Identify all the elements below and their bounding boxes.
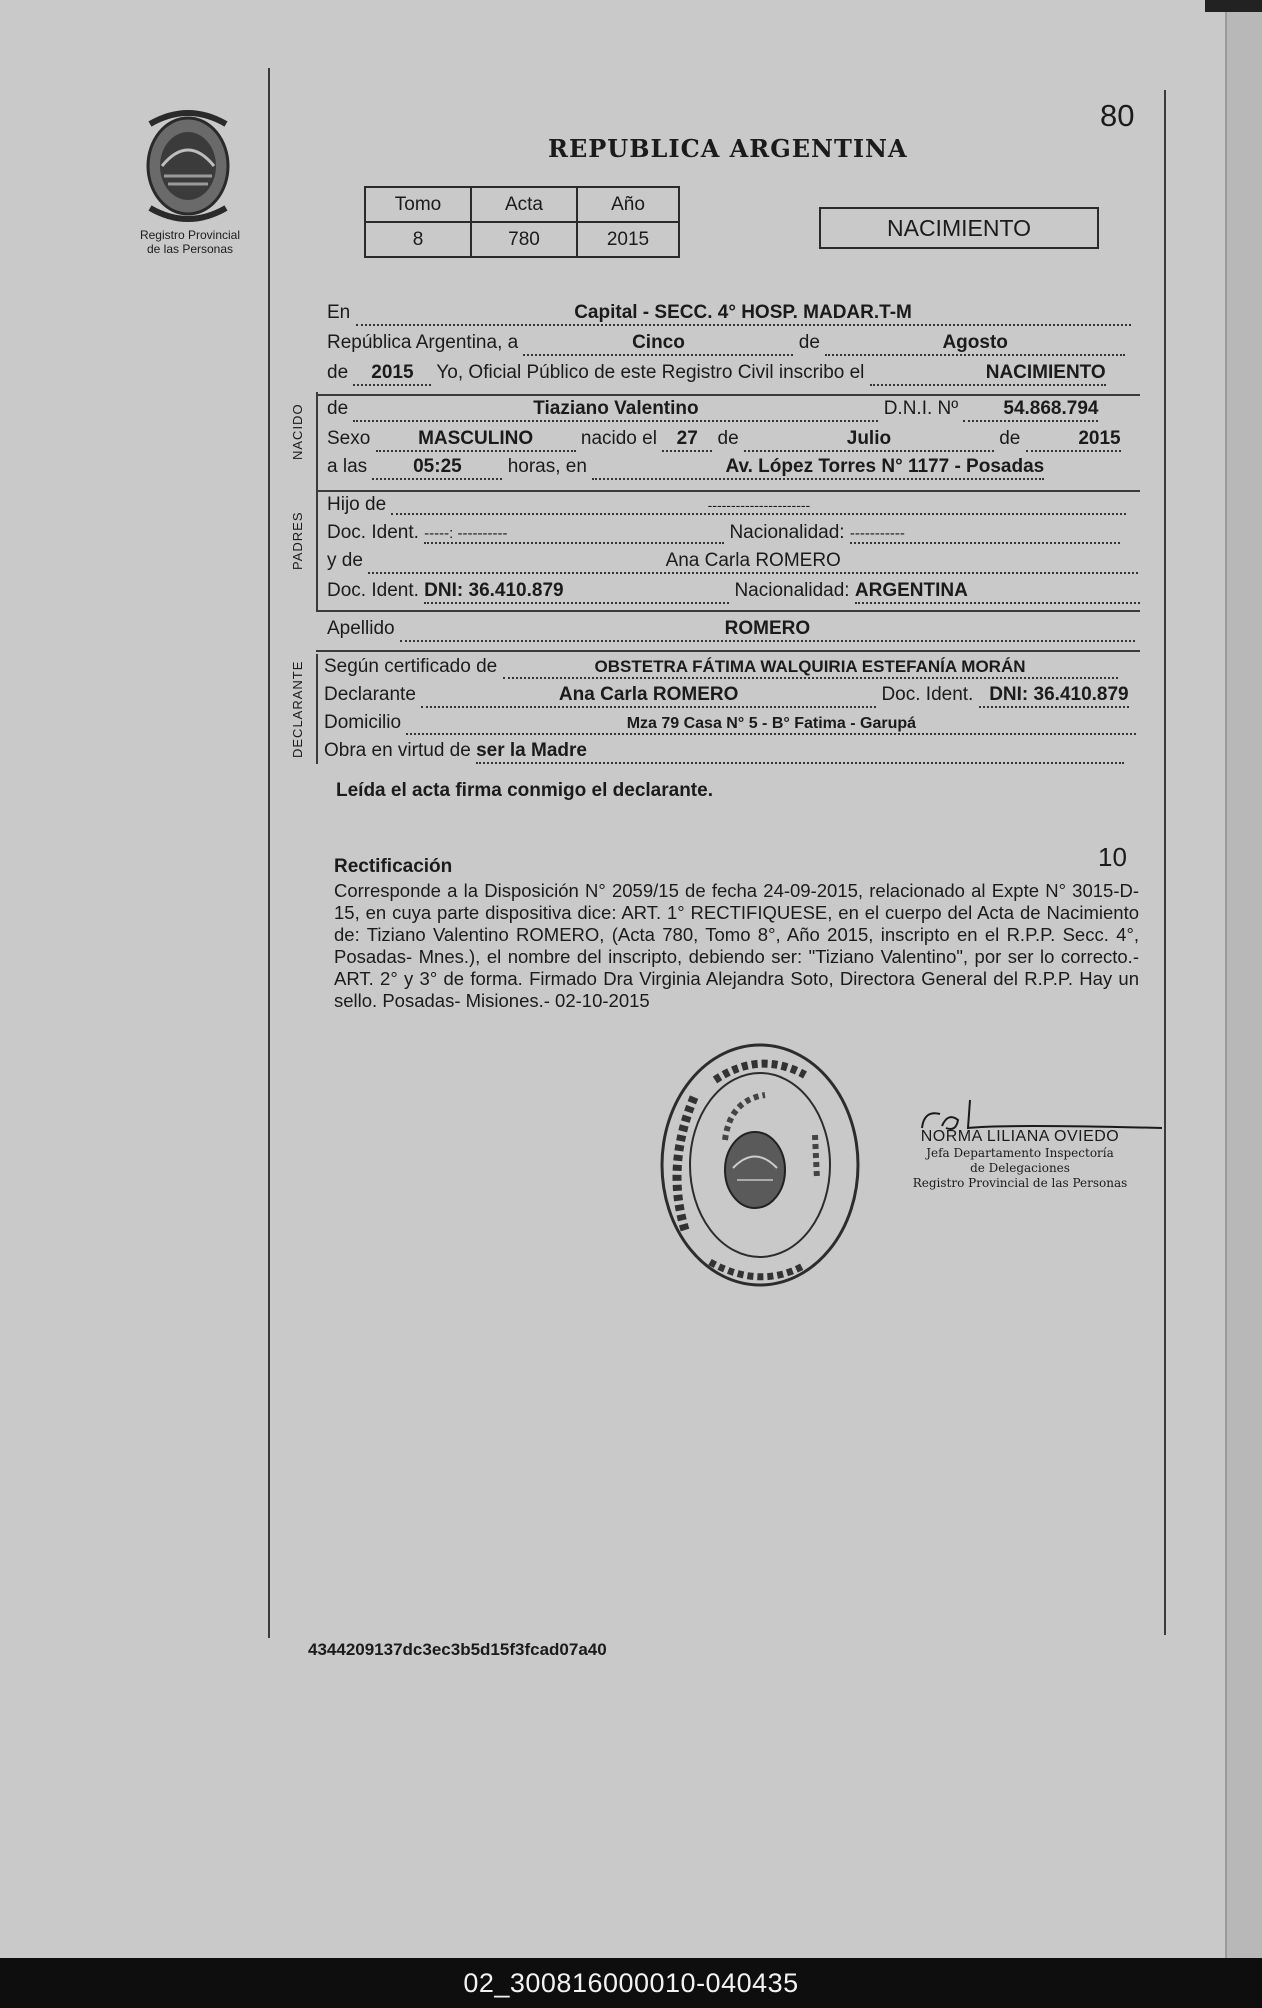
divider (316, 610, 1140, 612)
cert-label: Según certificado de (324, 656, 498, 677)
section-label-declarante: DECLARANTE (290, 660, 305, 758)
cert-row (324, 656, 1118, 679)
anio-header: Año (577, 187, 679, 222)
month-value: Agosto (825, 332, 1125, 356)
tomo-value: 8 (365, 222, 471, 257)
obra-row (324, 740, 1124, 764)
domicilio-value: Mza 79 Casa N° 5 - B° Fatima - Garupá (406, 715, 1136, 735)
left-margin-line (268, 68, 270, 1638)
rectificacion-number: 10 (1098, 842, 1127, 872)
birth-address: Av. López Torres N° 1177 - Posadas (592, 456, 1044, 480)
record-type-box: NACIMIENTO (819, 207, 1099, 249)
divider (316, 490, 1140, 492)
document-hash: 4344209137dc3ec3b5d15f3fcad07a40 (308, 1640, 607, 1659)
time-label: a las (327, 456, 368, 477)
section-bar-padres (316, 490, 318, 610)
birth-year: 2015 (1026, 428, 1121, 452)
section-bar-declarante (316, 654, 318, 764)
mother-doc: DNI: 36.410.879 (424, 580, 729, 604)
sexo-value: MASCULINO (376, 428, 576, 452)
father-doc-row (327, 522, 1120, 544)
en-label: En (327, 302, 351, 323)
file-id-footer: 02_300816000010-040435 (0, 1958, 1262, 2008)
nacionalidad-label-2: Nacionalidad: (734, 580, 850, 601)
rectificacion-body: Corresponde a la Disposición N° 2059/15 de fecha 24-09-2015, relacionado al Expte N° 3015-D-15, en cuya parte dispositiva dice: ART. 1° RECTIFIQUESE, en el cuerpo del Acta de Nacimiento de: Tiziano Valentino ROMERO, (Acta 780, Tomo 8°, Año 2015, inscripto en el R.P.P. Secc. 4°, Posadas- Mnes.), el nombre del inscripto, debiendo ser: "Tiziano Valentino", por ser lo correcto.- ART. 2° y 3° de forma. Firmado Dra Virginia Alejandra Soto, Directora General del R.P.P. Hay un sello. Posadas- Misiones.- 02-10-2015 (334, 880, 1139, 1011)
place-row (327, 302, 1139, 326)
signer-name: NORMA LILIANA OVIEDO (920, 1128, 1120, 1145)
signature-block (900, 1128, 1140, 1191)
sexo-label: Sexo (327, 428, 371, 449)
page-number: 80 (1100, 98, 1135, 133)
apellido-label: Apellido (327, 618, 395, 639)
de-label-4: de (717, 428, 739, 449)
republic-label: República Argentina, a (327, 332, 519, 353)
nacido-name-row (327, 398, 1098, 422)
record-type-value: NACIMIENTO (870, 362, 1106, 386)
nacido-time-row (327, 456, 1044, 480)
mother-nationality: ARGENTINA (855, 580, 1140, 604)
year-value: 2015 (353, 362, 431, 386)
section-label-padres: PADRES (290, 511, 305, 570)
mother-doc-row (327, 580, 1140, 604)
divider (316, 650, 1140, 652)
apellido-row (327, 618, 1135, 642)
acta-value: 780 (471, 222, 577, 257)
father-name: ---------------------- (391, 497, 1126, 515)
signer-role-1: Jefa Departamento Inspectoría (926, 1146, 1114, 1160)
de-label-3: de (327, 398, 349, 419)
birth-time: 05:25 (372, 456, 502, 480)
hours-label: horas, en (507, 456, 587, 477)
section-label-nacido: NACIDO (290, 403, 305, 460)
acta-header: Acta (471, 187, 577, 222)
closing-statement: Leída el acta firma conmigo el declarante. (336, 780, 713, 801)
declarante-doc-label: Doc. Ident. (881, 684, 974, 705)
logo-caption-line2: de las Personas (146, 242, 234, 256)
de-label-2: de (327, 362, 349, 383)
obra-value: ser la Madre (476, 740, 1124, 764)
page-edge (1225, 0, 1262, 1958)
official-seal (655, 1040, 865, 1290)
day-word: Cinco (523, 332, 793, 356)
tomo-header: Tomo (365, 187, 471, 222)
child-dni: 54.868.794 (963, 398, 1098, 422)
apellido-value: ROMERO (400, 618, 1135, 642)
logo-caption-line1: Registro Provincial (139, 228, 241, 242)
yde-label: y de (327, 550, 363, 571)
nacido-sex-row (327, 428, 1121, 452)
domicilio-row (324, 712, 1136, 735)
right-margin-line (1164, 90, 1166, 1635)
father-row (327, 494, 1126, 516)
signer-role-3: Registro Provincial de las Personas (912, 1176, 1128, 1190)
logo-caption (110, 228, 270, 256)
rectificacion-title: Rectificación (334, 856, 453, 877)
declarante-row (324, 684, 1129, 708)
page-title: REPUBLICA ARGENTINA (548, 134, 908, 163)
mother-name: Ana Carla ROMERO (368, 550, 1138, 574)
cert-value: OBSTETRA FÁTIMA WALQUIRIA ESTEFANÍA MORÁN (503, 657, 1118, 679)
date-row (327, 332, 1125, 356)
domicilio-label: Domicilio (324, 712, 402, 733)
birth-day: 27 (662, 428, 712, 452)
nacionalidad-label: Nacionalidad: (729, 522, 845, 543)
father-doc: -----: ---------- (424, 525, 724, 544)
nacido-el-label: nacido el (580, 428, 657, 449)
declarante-label: Declarante (324, 684, 416, 705)
hijo-label: Hijo de (327, 494, 387, 515)
scan-edge (1205, 0, 1262, 12)
doc-label-2: Doc. Ident. (327, 580, 419, 601)
signer-role-2: de Delegaciones (970, 1161, 1070, 1175)
divider (316, 394, 1140, 396)
section-bar-nacido (316, 392, 318, 490)
child-name: Tiaziano Valentino (353, 398, 878, 422)
declarante-doc: DNI: 36.410.879 (979, 684, 1129, 708)
registry-table (364, 186, 680, 258)
anio-value: 2015 (577, 222, 679, 257)
place-value: Capital - SECC. 4° HOSP. MADAR.T-M (356, 302, 1131, 326)
doc-label: Doc. Ident. (327, 522, 419, 543)
dni-label: D.N.I. Nº (883, 398, 959, 419)
de-label-5: de (999, 428, 1021, 449)
mother-row (327, 550, 1138, 574)
birth-month: Julio (744, 428, 994, 452)
officer-row (327, 362, 1106, 386)
obra-label: Obra en virtud de (324, 740, 471, 761)
officer-text: Yo, Oficial Público de este Registro Civil inscribo el (436, 362, 865, 383)
declarante-name: Ana Carla ROMERO (421, 684, 876, 708)
de-label: de (798, 332, 820, 353)
province-crest-logo (140, 104, 236, 224)
father-nationality: ----------- (850, 525, 1120, 544)
